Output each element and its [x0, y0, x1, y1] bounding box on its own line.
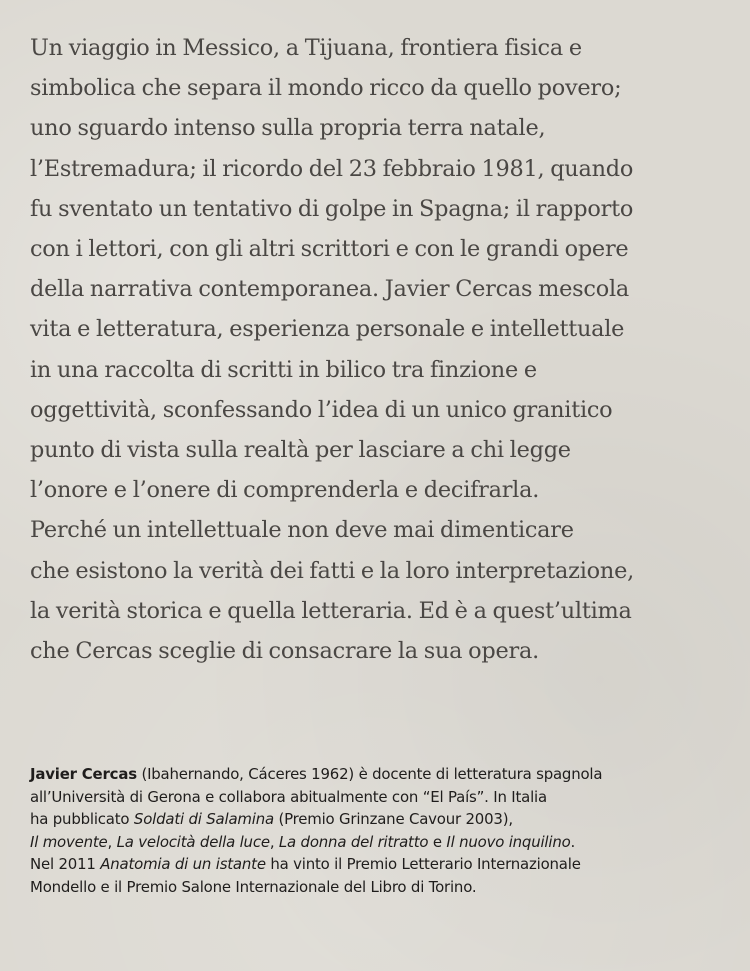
book-title-velocita: La velocità della luce: [116, 832, 270, 851]
book-title-anatomia: Anatomia di un istante: [100, 855, 266, 874]
blurb-line-7: della narrativa contemporanea. Javier Cercas mescola: [30, 276, 630, 303]
author-bio: [30, 763, 745, 899]
book-title-soldati: Soldati di Salamina: [133, 810, 274, 829]
blurb-paragraph: [30, 28, 745, 671]
author-name: Javier Cercas: [30, 765, 137, 783]
blurb-line-2: simbolica che separa il mondo ricco da quello povero;: [30, 75, 622, 102]
bio-line-5-pre: Nel 2011: [30, 855, 101, 874]
blurb-line-4: l’Estremadura; il ricordo del 23 febbraio 1981, quando: [30, 155, 634, 182]
blurb-line-13: Perché un intellettuale non deve mai dimenticare: [30, 517, 574, 544]
separator-period: .: [570, 832, 576, 851]
blurb-line-8: vita e letteratura, esperienza personale e intellettuale: [30, 316, 625, 343]
blurb-line-16: che Cercas sceglie di consacrare la sua opera.: [30, 638, 539, 665]
bio-line-1: [30, 763, 742, 786]
book-title-movente: Il movente: [30, 832, 108, 851]
bio-line-5-post: ha vinto il Premio Letterario Internazionale: [265, 855, 581, 874]
book-title-donna: La donna del ritratto: [278, 832, 429, 851]
separator-comma-1: ,: [107, 832, 117, 851]
bio-line-3-pre: ha pubblicato: [30, 810, 134, 829]
blurb-line-6: con i lettori, con gli altri scrittori e con le grandi opere: [30, 236, 629, 263]
blurb-line-1: Un viaggio in Messico, a Tijuana, frontiera fisica e: [30, 35, 582, 61]
bio-line-3-post: (Premio Grinzane Cavour 2003),: [273, 810, 513, 829]
bio-line-6: Mondello e il Premio Salone Internazionale del Libro di Torino.: [30, 877, 477, 896]
blurb-line-10: oggettività, sconfessando l’idea di un unico granitico: [30, 396, 613, 423]
bio-line-5: [30, 853, 742, 876]
book-title-inquilino: Il nuovo inquilino: [446, 832, 571, 851]
bio-line-4: [30, 831, 742, 854]
blurb-line-3: uno sguardo intenso sulla propria terra natale,: [30, 115, 546, 142]
blurb-line-12: l’onore e l’onere di comprenderla e decifrarla.: [30, 477, 540, 504]
blurb-line-5: fu sventato un tentativo di golpe in Spagna; il rapporto: [30, 195, 634, 222]
blurb-line-9: in una raccolta di scritti in bilico tra finzione e: [30, 356, 537, 383]
blurb-line-15: la verità storica e quella letteraria. Ed è a quest’ultima: [30, 597, 632, 624]
separator-comma-2: ,: [269, 832, 279, 851]
blurb-line-11: punto di vista sulla realtà per lasciare a chi legge: [30, 437, 571, 464]
bio-line-3: [30, 808, 742, 831]
blurb-line-14: che esistono la verità dei fatti e la loro interpretazione,: [30, 557, 634, 584]
bio-line-2: all’Università di Gerona e collabora abitualmente con “El País”. In Italia: [30, 787, 547, 806]
bio-line-1-text: (Ibahernando, Cáceres 1962) è docente di letteratura spagnola: [136, 765, 603, 783]
separator-and: e: [428, 832, 447, 851]
